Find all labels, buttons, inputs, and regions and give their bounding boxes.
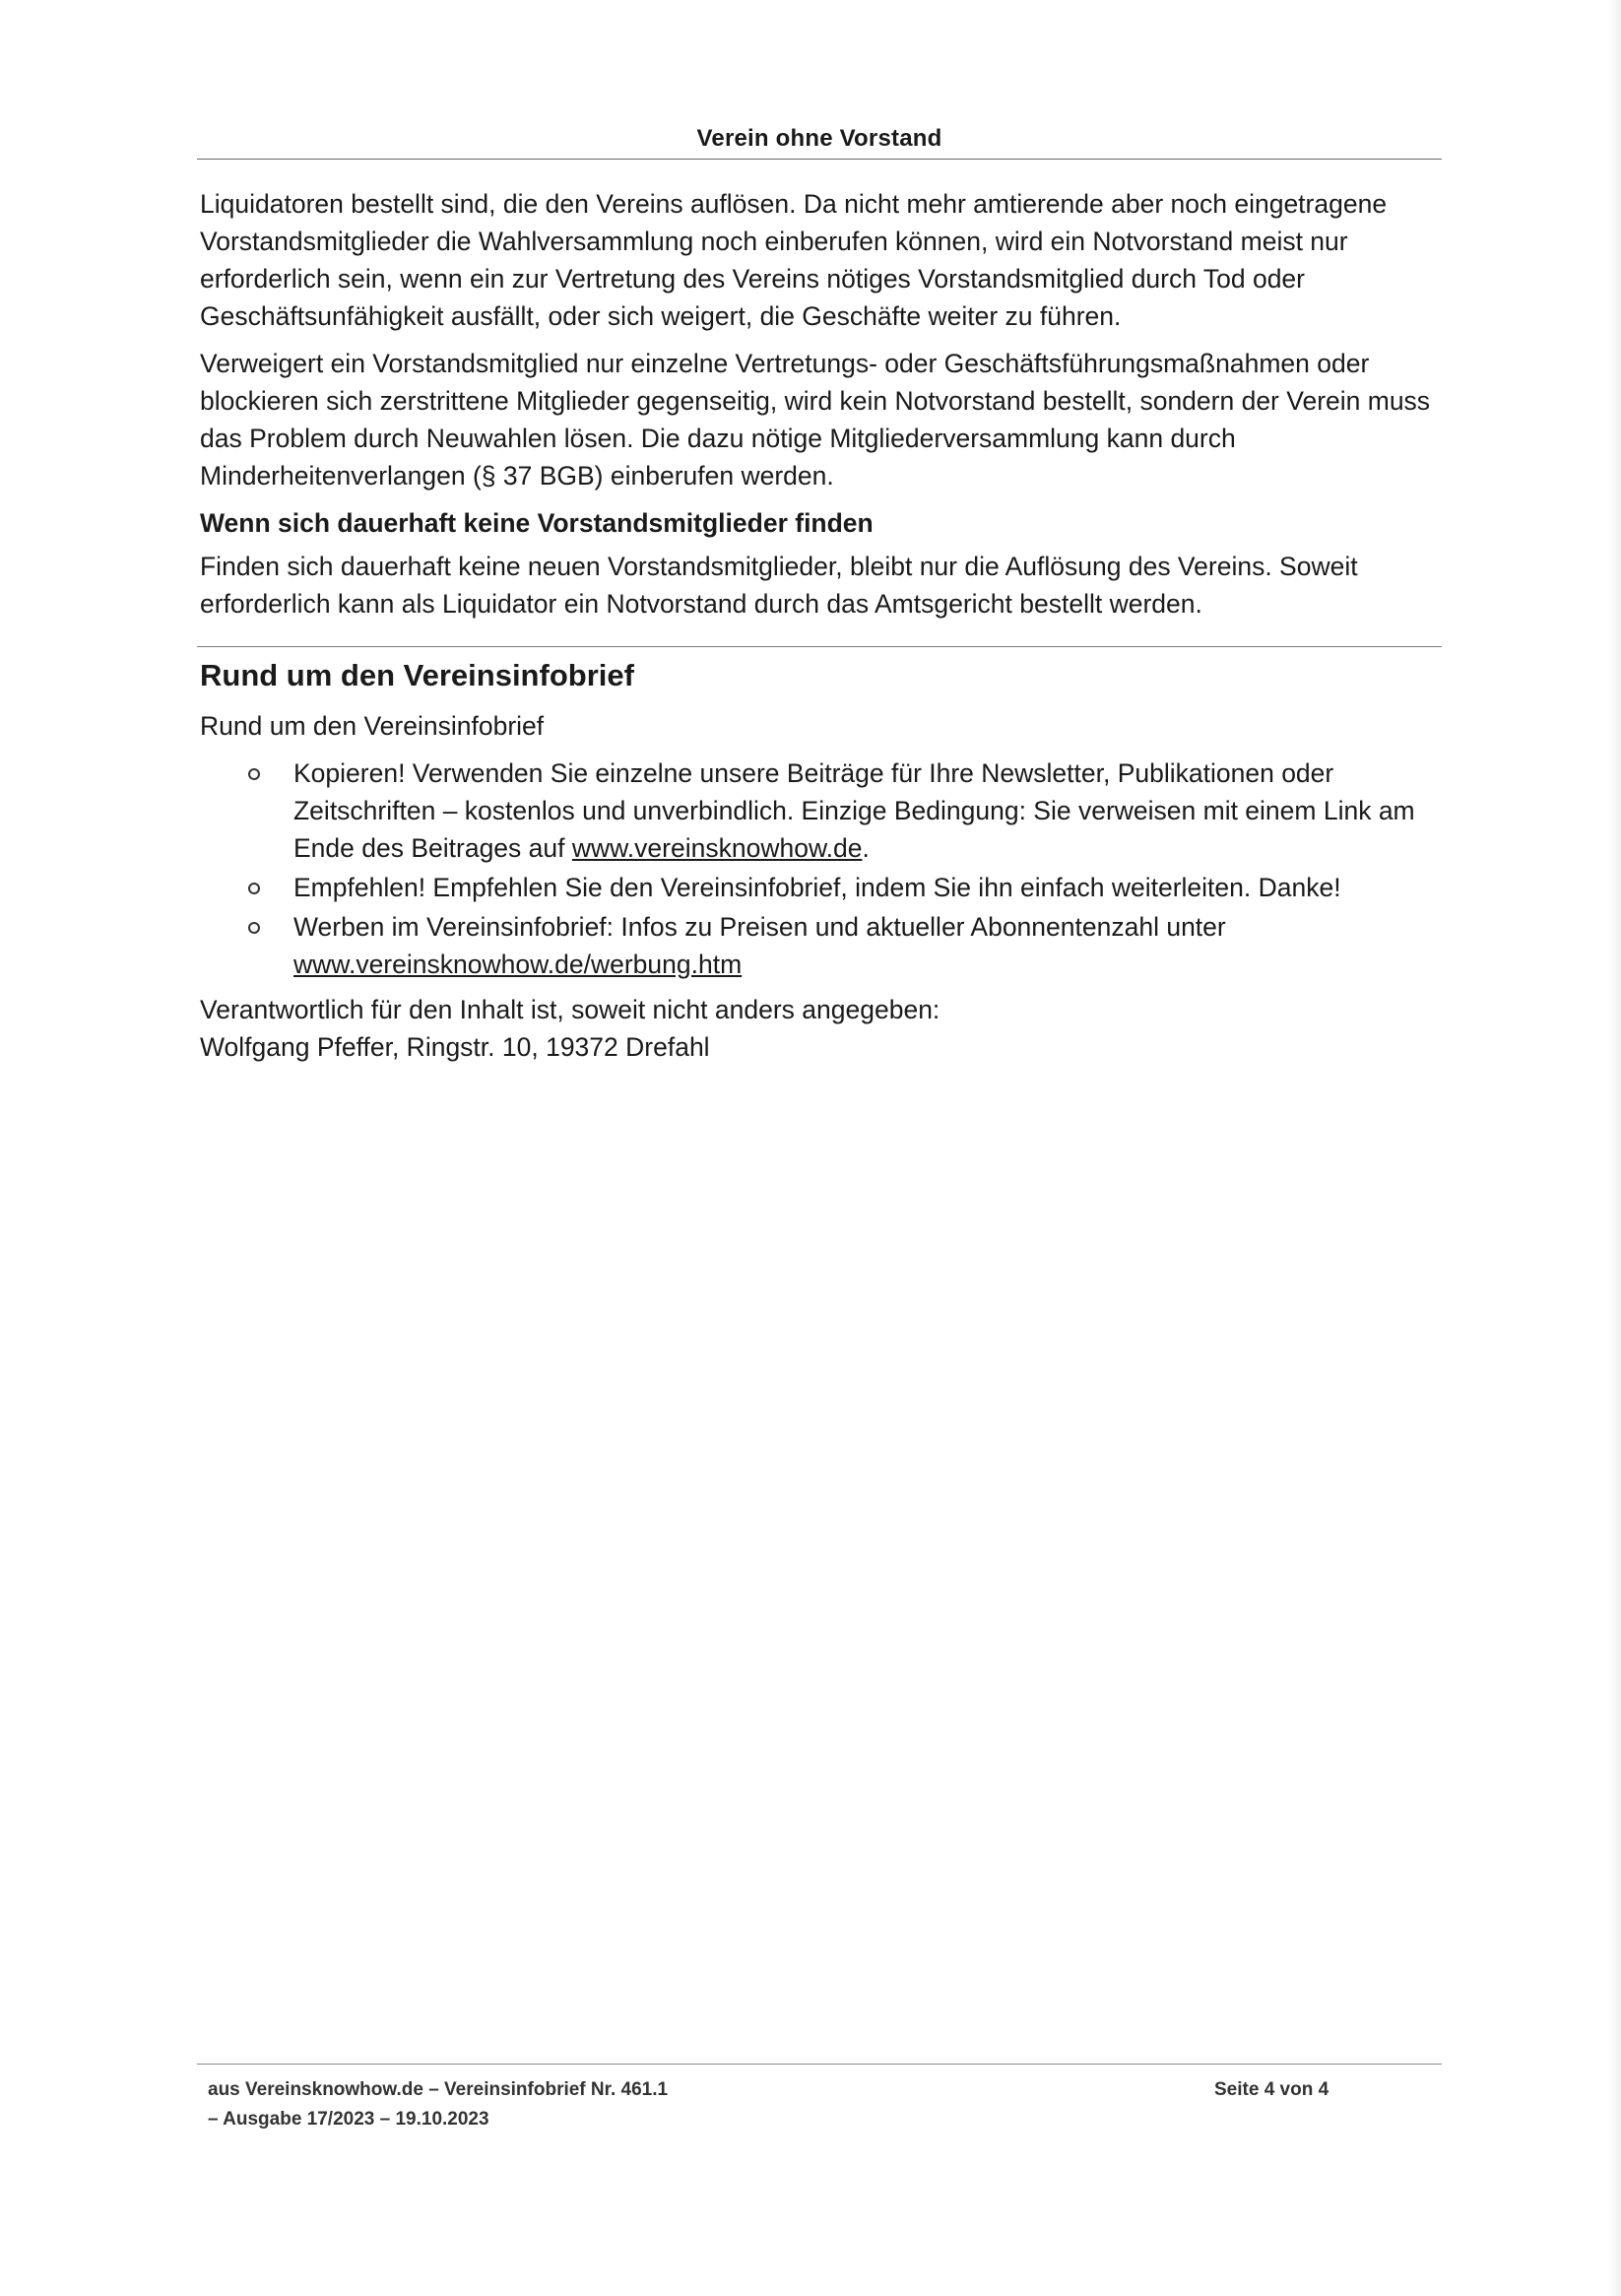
section-lead: Rund um den Vereinsinfobrief bbox=[200, 711, 545, 741]
bullet-text: Empfehlen! Empfehlen Sie den Vereinsinfobrief, indem Sie ihn einfach weiterleiten. Danke! bbox=[293, 873, 1341, 902]
footer-source-line-1: aus Vereinsknowhow.de – Vereinsinfobrief Nr. 461.1 bbox=[208, 2079, 669, 2100]
footer-source-line-2: – Ausgabe 17/2023 – 19.10.2023 bbox=[208, 2109, 489, 2130]
address-line: Wolfgang Pfeffer, Ringstr. 10, 19372 Drefahl bbox=[200, 1032, 710, 1062]
bullet-text: Werben im Vereinsinfobrief: Infos zu Preisen und aktueller Abonnentenzahl unter bbox=[293, 912, 1226, 942]
section-divider bbox=[197, 646, 1442, 647]
body-paragraph-2: Verweigert ein Vorstandsmitglied nur einzelne Vertretungs- oder Geschäftsführungsmaßnahmen oder blockieren sich zerstrittene Mitglieder gegenseitig, wird kein Notvorstand bestellt, sondern der Verein muss das Problem durch Neuwahlen lösen. Die dazu nötige Mitgliederversammlung kann durch Minderheitenverlangen (§ 37 BGB) einberufen werden. bbox=[200, 349, 1431, 491]
bullet-list bbox=[200, 754, 1442, 983]
info-section bbox=[200, 654, 1442, 1066]
running-header-title: Verein ohne Vorstand bbox=[696, 125, 942, 152]
bullet-icon bbox=[248, 922, 260, 934]
bullet-item-copy bbox=[200, 754, 1442, 867]
body-paragraph-1: Liquidatoren bestellt sind, die den Vereins auflösen. Da nicht mehr amtierende aber noch eingetragene Vorstandsmitglieder die Wahlversammlung noch einberufen können, wird ein Notvorstand meist nur erforderlich sein, wenn ein zur Vertretung des Vereins nötiges Vorstandsmitglied durch Tod oder Geschäftsunfähigkeit ausfällt, oder sich weigert, die Geschäfte weiter zu führen. bbox=[200, 189, 1388, 331]
article-body bbox=[200, 185, 1442, 632]
bullet-icon bbox=[248, 883, 260, 894]
header-rule bbox=[197, 159, 1442, 160]
body-paragraph-3: Finden sich dauerhaft keine neuen Vorstandsmitglieder, bleibt nur die Auflösung des Vereins. Soweit erforderlich kann als Liquidator ein Notvorstand durch das Amtsgericht bestellt werden. bbox=[200, 552, 1358, 619]
bullet-item-recommend bbox=[200, 869, 1442, 906]
responsible-line: Verantwortlich für den Inhalt ist, soweit nicht anders angegeben: bbox=[200, 995, 940, 1024]
bullet-icon bbox=[248, 768, 260, 780]
section-heading: Rund um den Vereinsinfobrief bbox=[200, 658, 634, 692]
bullet-text: Kopieren! Verwenden Sie einzelne unsere Beiträge für Ihre Newsletter, Publikationen oder Zeitschriften – kostenlos und unverbindlich. Einzige Bedingung: Sie verweisen mit einem Link am Ende des Beitrages auf bbox=[293, 758, 1415, 863]
subheading: Wenn sich dauerhaft keine Vorstandsmitglieder finden bbox=[200, 508, 874, 538]
werbung-link[interactable]: www.vereinsknowhow.de/werbung.htm bbox=[293, 950, 743, 979]
footer-rule bbox=[197, 2064, 1442, 2065]
vereinsknowhow-link[interactable]: www.vereinsknowhow.de bbox=[571, 833, 863, 863]
bullet-punctuation: . bbox=[862, 833, 870, 863]
scan-edge-shadow bbox=[1607, 0, 1621, 2296]
page-number: Seite 4 von 4 bbox=[1214, 2079, 1329, 2100]
footer-source bbox=[208, 2075, 668, 2134]
bullet-item-advertise bbox=[200, 908, 1442, 983]
